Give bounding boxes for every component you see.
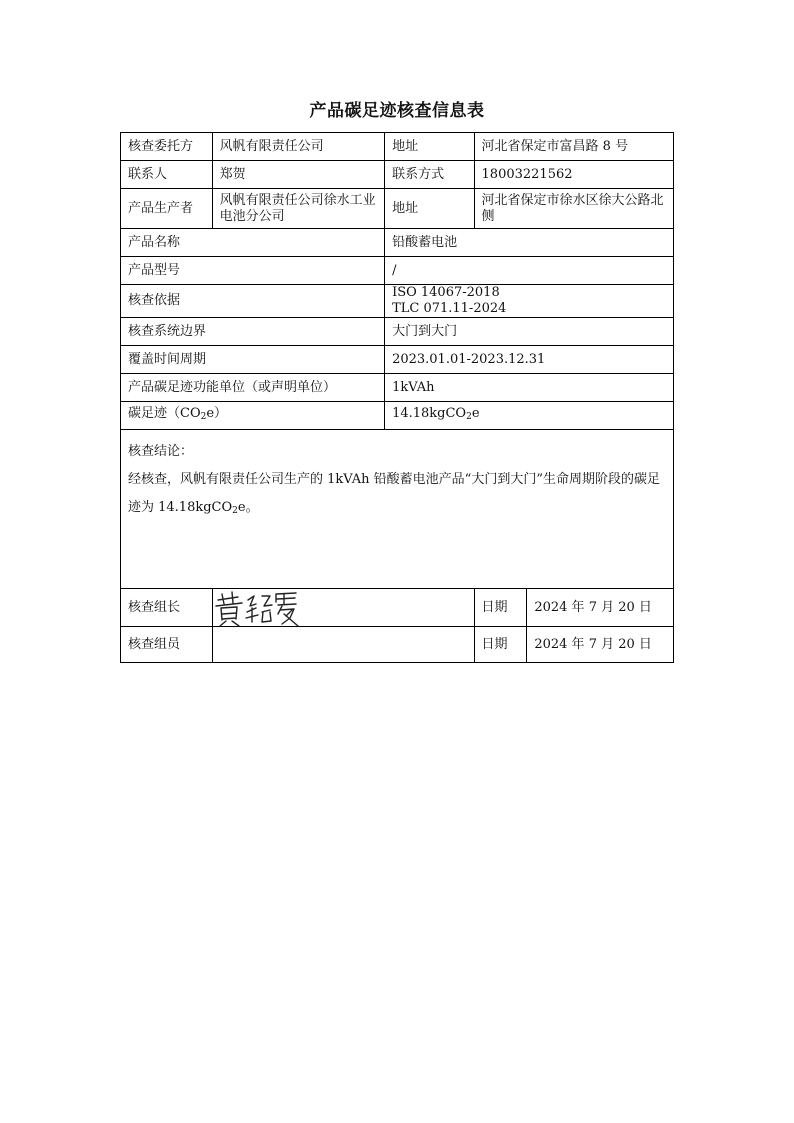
member-value	[212, 627, 474, 663]
phone-label: 联系方式	[385, 161, 474, 189]
producer-value: 风帆有限责任公司徐水工业电池分公司	[212, 189, 384, 229]
product-name-label: 产品名称	[121, 229, 385, 257]
footprint-label-b: e）	[206, 406, 228, 421]
date-label-2: 日期	[474, 627, 527, 663]
member-label: 核查组员	[121, 627, 213, 663]
basis-value-line-1: ISO 14067-2018	[392, 285, 500, 300]
conclusion-heading: 核查结论：	[128, 444, 194, 459]
conclusion-text-b: e。	[237, 500, 259, 515]
unit-value: 1kVAh	[385, 374, 674, 402]
boundary-value: 大门到大门	[385, 318, 674, 346]
table-row	[121, 318, 674, 346]
table-row	[121, 161, 674, 189]
address-value: 河北省保定市富昌路 8 号	[474, 133, 673, 161]
table-row	[121, 589, 674, 627]
table-row	[121, 627, 674, 663]
basis-label: 核查依据	[121, 285, 385, 318]
table-row	[121, 285, 674, 318]
conclusion-text-a: 经核查，风帆有限责任公司生产的 1kVAh 铅酸蓄电池产品“大门到大门”生命周期阶段的碳足迹为 14.18kgCO	[128, 472, 660, 515]
period-label: 覆盖时间周期	[121, 346, 385, 374]
table-row	[121, 133, 674, 161]
footprint-value	[385, 402, 674, 430]
footprint-label-a: 碳足迹（CO	[128, 406, 201, 421]
unit-label: 产品碳足迹功能单位（或声明单位）	[121, 374, 385, 402]
table-row	[121, 346, 674, 374]
model-label: 产品型号	[121, 257, 385, 285]
producer-address-label: 地址	[385, 189, 474, 229]
footprint-label	[121, 402, 385, 430]
boundary-label: 核查系统边界	[121, 318, 385, 346]
client-value: 风帆有限责任公司	[212, 133, 384, 161]
date-value-1: 2024 年 7 月 20 日	[527, 589, 674, 627]
footprint-value-a: 14.18kgCO	[392, 406, 467, 421]
model-value: /	[385, 257, 674, 285]
footprint-label-sub: 2	[200, 412, 207, 422]
period-value: 2023.01.01-2023.12.31	[385, 346, 674, 374]
phone-value: 18003221562	[474, 161, 673, 189]
date-label-1: 日期	[474, 589, 527, 627]
table-row	[121, 374, 674, 402]
footprint-value-sub: 2	[466, 412, 472, 422]
footprint-value-b: e	[471, 406, 480, 421]
table-row	[121, 257, 674, 285]
date-value-2: 2024 年 7 月 20 日	[527, 627, 674, 663]
leader-signature	[212, 588, 302, 630]
conclusion-text-sub: 2	[232, 506, 238, 516]
table-row	[121, 189, 674, 229]
leader-label: 核查组长	[121, 589, 213, 627]
client-label: 核查委托方	[121, 133, 213, 161]
table-row	[121, 430, 674, 589]
address-label: 地址	[385, 133, 474, 161]
contact-label: 联系人	[121, 161, 213, 189]
page-title: 产品碳足迹核查信息表	[309, 101, 485, 121]
verification-table	[120, 132, 674, 663]
producer-address-value: 河北省保定市徐水区徐大公路北侧	[474, 189, 673, 229]
producer-label: 产品生产者	[121, 189, 213, 229]
basis-value	[385, 285, 674, 318]
conclusion-text	[128, 466, 666, 525]
table-row	[121, 229, 674, 257]
basis-value-line-2: TLC 071.11-2024	[392, 301, 507, 316]
contact-value: 郑贺	[212, 161, 384, 189]
product-name-value: 铅酸蓄电池	[385, 229, 674, 257]
conclusion-cell	[121, 430, 674, 589]
table-row	[121, 402, 674, 430]
